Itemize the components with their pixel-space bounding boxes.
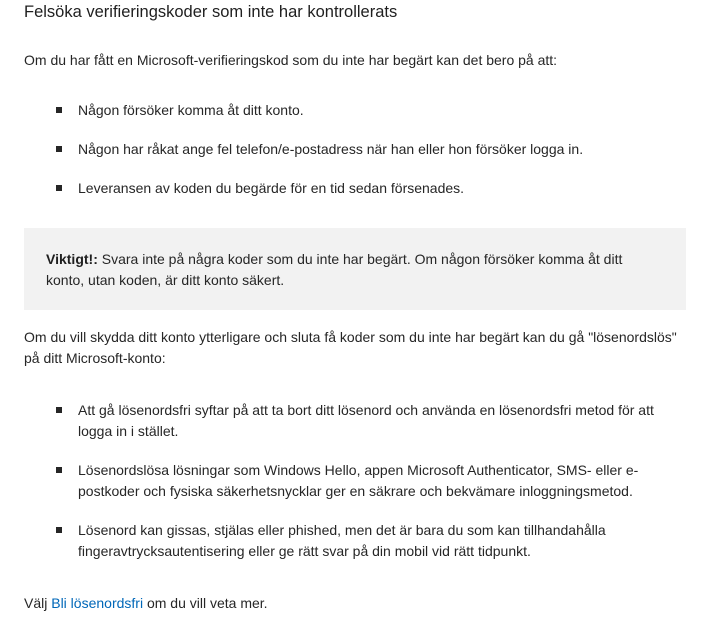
list-item [24, 100, 690, 121]
list-item-text: Leveransen av koden du begärde för en tid sedan försenades. [78, 180, 465, 196]
intro-paragraph: Om du har fått en Microsoft-verifieringskod som du inte har begärt kan det bero på att: [24, 52, 558, 68]
notice-text: Svara inte på några koder som du inte har begärt. Om någon försöker komma åt ditt konto, utan koden, är ditt konto säkert. [46, 251, 623, 288]
bullet-square-icon [56, 407, 62, 413]
list-item [24, 139, 690, 160]
bullet-square-icon [56, 527, 62, 533]
more-suffix: om du vill veta mer. [143, 595, 268, 611]
list-item-text: Någon försöker komma åt ditt konto. [78, 102, 304, 118]
protect-paragraph: Om du vill skydda ditt konto ytterligare och sluta få koder som du inte har begärt kan du gå "lösenordslös" på ditt Microsoft-konto: [24, 329, 677, 366]
list-item [24, 520, 690, 562]
important-notice [24, 228, 686, 310]
notice-label: Viktigt!: [46, 251, 98, 267]
list-item [24, 178, 690, 199]
bullet-square-icon [56, 107, 62, 113]
list-item-text: Någon har råkat ange fel telefon/e-postadress när han eller hon försöker logga in. [78, 141, 584, 157]
bullet-square-icon [56, 146, 62, 152]
list-item-text: Lösenordslösa lösningar som Windows Hello, appen Microsoft Authenticator, SMS- eller e-postkoder och fysiska säkerhetsnycklar ger en säkrare och bekvämare inloggningsmetod. [78, 462, 639, 499]
list-item [24, 400, 690, 442]
bullet-square-icon [56, 185, 62, 191]
list-item [24, 460, 690, 502]
passwordless-link[interactable]: Bli lösenordsfri [51, 595, 144, 611]
page-title: Felsöka verifieringskoder som inte har kontrollerats [24, 3, 398, 21]
list-item-text: Att gå lösenordsfri syftar på att ta bort ditt lösenord och använda en lösenordsfri metod för att logga in i stället. [78, 402, 654, 439]
bullet-square-icon [56, 467, 62, 473]
list-item-text: Lösenord kan gissas, stjälas eller phished, men det är bara du som kan tillhandahålla fingeravtrycksautentisering eller ge rätt svar på din mobil vid rätt tidpunkt. [78, 522, 606, 559]
more-prefix: Välj [24, 595, 52, 611]
more-info-paragraph [24, 593, 690, 614]
